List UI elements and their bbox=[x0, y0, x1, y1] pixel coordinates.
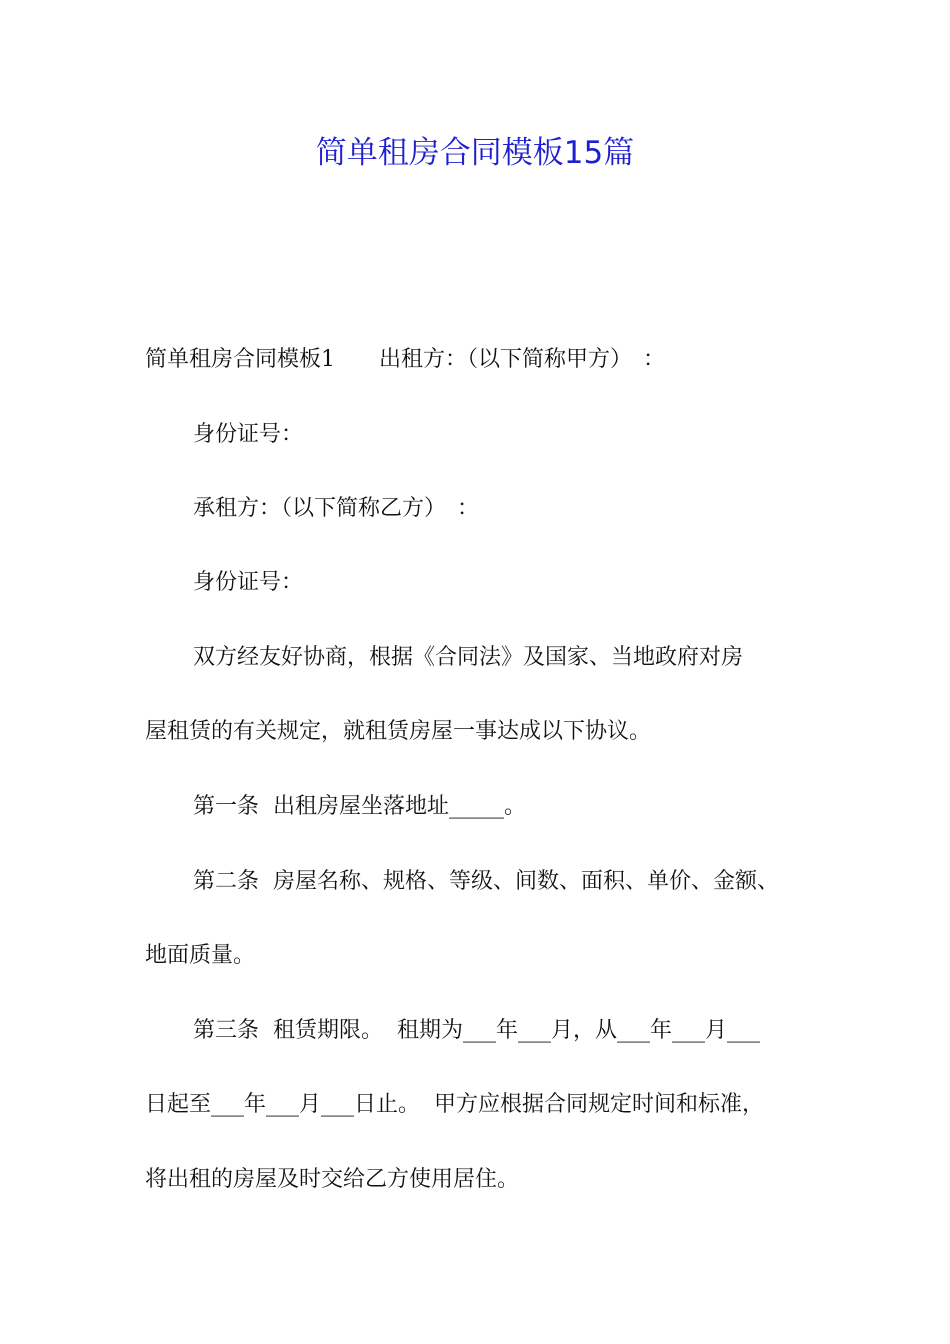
lessee-line: 承租方：（以下简称乙方） ： bbox=[193, 496, 480, 521]
article-3-line-1: 第三条 租赁期限。 租期为___年___月，从___年___月___ bbox=[193, 1018, 760, 1043]
contract-heading-line: 简单租房合同模板1 出租方：（以下简称甲方） ： bbox=[145, 347, 665, 372]
article-3-line-2: 日起至___年___月___日止。 甲方应根据合同规定时间和标准， bbox=[145, 1092, 764, 1117]
document-title: 简单租房合同模板15篇 bbox=[315, 135, 635, 171]
article-3-line-3: 将出租的房屋及时交给乙方使用居住。 bbox=[145, 1167, 520, 1192]
article-2-line-1: 第二条 房屋名称、规格、等级、间数、面积、单价、金额、 bbox=[193, 869, 779, 894]
lessor-id-line: 身份证号： bbox=[193, 422, 304, 447]
preamble-line-2: 屋租赁的有关规定，就租赁房屋一事达成以下协议。 bbox=[145, 719, 652, 744]
preamble-line-1: 双方经友好协商，根据《合同法》及国家、当地政府对房 bbox=[193, 645, 744, 670]
lessee-id-line: 身份证号： bbox=[193, 570, 304, 595]
article-1-line: 第一条 出租房屋坐落地址_____。 bbox=[193, 794, 526, 819]
article-2-line-2: 地面质量。 bbox=[145, 943, 256, 968]
